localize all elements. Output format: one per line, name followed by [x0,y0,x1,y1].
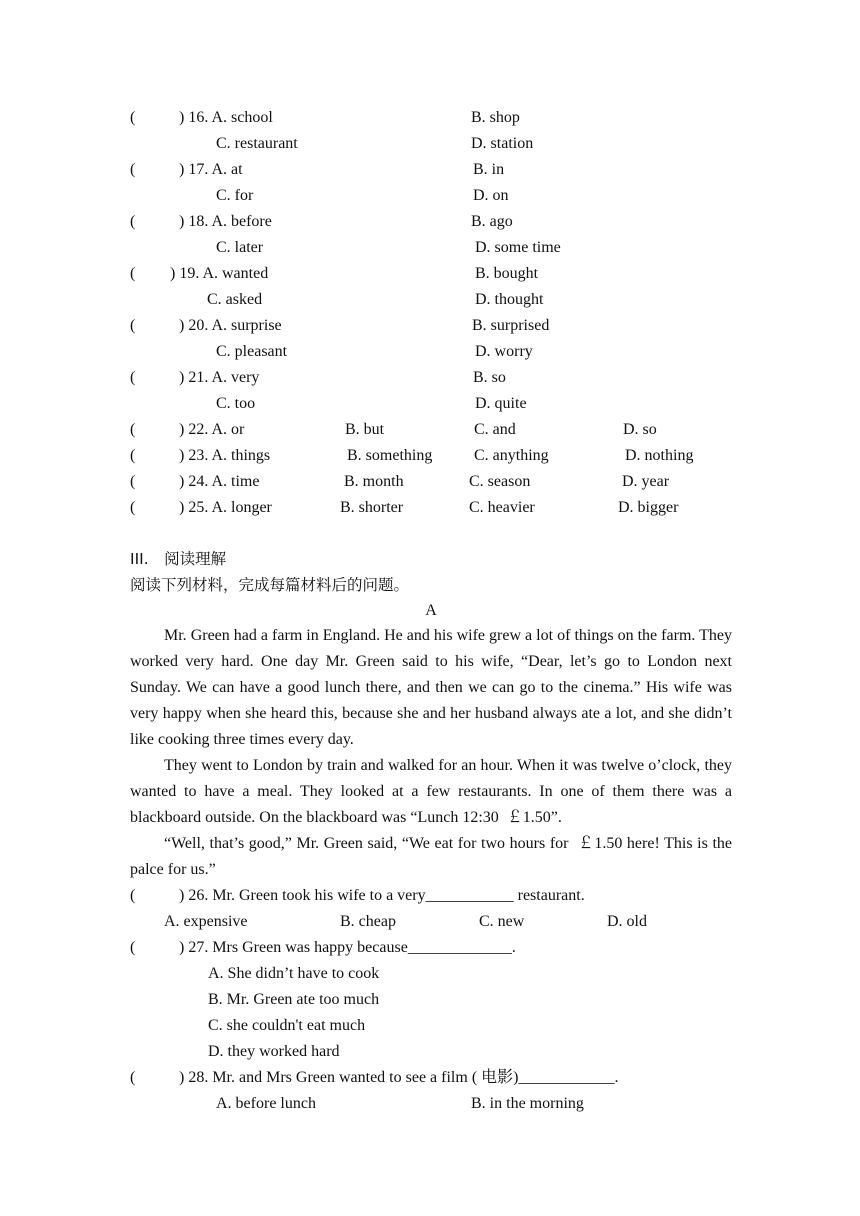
option-b: B. bought [475,265,539,282]
option-c: C. and [474,421,516,438]
question-stem: ) 26. Mr. Green took his wife to a very___________ restaurant. [179,887,585,904]
option-a: ) 24. A. time [179,473,260,490]
option-a: ) 23. A. things [179,447,271,464]
option-a: ) 17. A. at [179,161,243,178]
answer-paren: ( [130,887,136,904]
option-d: D. thought [475,291,544,308]
option-a: ) 20. A. surprise [179,317,282,334]
question-stem: ) 28. Mr. and Mrs Green wanted to see a film ( 电影)____________. [179,1069,619,1086]
passage-label: A [425,602,437,619]
option-b: B. cheap [340,913,396,930]
option-b: B. shorter [340,499,404,516]
option-b: B. Mr. Green ate too much [208,991,380,1008]
answer-paren: ( [130,499,136,516]
answer-paren: ( [130,265,136,282]
option-a: ) 19. A. wanted [170,265,269,282]
option-d: D. quite [475,395,527,412]
option-b: B. something [347,447,433,464]
answer-paren: ( [130,317,136,334]
option-a: ) 21. A. very [179,369,260,386]
option-a: A. She didn’t have to cook [208,965,380,982]
option-d: D. so [623,421,657,438]
option-a: ) 22. A. or [179,421,245,438]
option-d: D. worry [475,343,533,360]
answer-paren: ( [130,421,136,438]
option-b: B. surprised [472,317,550,334]
option-d: D. station [471,135,534,152]
answer-paren: ( [130,447,136,464]
option-b: B. shop [471,109,520,126]
option-c: C. later [216,239,264,256]
option-d: D. they worked hard [208,1043,340,1060]
passage-paragraph-3: “Well, that’s good,” Mr. Green said, “We eat for two hours for ￡1.50 here! This is the palce for us.” [130,835,732,878]
passage-paragraph-2: They went to London by train and walked for an hour. When it was twelve o’clock, they wanted to have a meal. They looked at a few restaurants. In one of them there was a blackboard outside. On the blackboard was “Lunch 12:30 ￡1.50”. [130,757,732,826]
answer-paren: ( [130,369,136,386]
passage-paragraph-1: Mr. Green had a farm in England. He and his wife grew a lot of things on the farm. They worked very hard. One day Mr. Green said to his wife, “Dear, let’s go to London next Sunday. We can have a good lunch there, and then we can go to the cinema.” His wife was very happy when she heard this, because she and her husband always ate a lot, and she didn’t like cooking three times every day. [130,627,732,748]
option-c: C. season [469,473,531,490]
option-c: C. asked [207,291,263,308]
answer-paren: ( [130,109,136,126]
option-b: B. in [473,161,505,178]
option-a: A. expensive [164,913,248,930]
option-b: B. so [473,369,506,386]
option-c: C. heavier [469,499,535,516]
option-c: C. too [216,395,256,412]
section-heading: III. 阅读理解 [130,550,227,568]
answer-paren: ( [130,939,136,956]
option-c: C. pleasant [216,343,288,360]
option-c: C. for [216,187,254,204]
option-b: B. month [344,473,404,490]
answer-paren: ( [130,161,136,178]
option-d: D. bigger [618,499,679,516]
option-a: A. before lunch [216,1095,316,1112]
option-a: ) 16. A. school [179,109,273,126]
answer-paren: ( [130,213,136,230]
answer-paren: ( [130,1069,136,1086]
option-b: B. but [345,421,385,438]
option-c: C. new [479,913,525,930]
option-d: D. on [473,187,509,204]
option-b: B. ago [471,213,513,230]
option-a: ) 18. A. before [179,213,272,230]
option-c: C. anything [474,447,549,464]
option-d: D. year [622,473,670,490]
option-b: B. in the morning [471,1095,584,1112]
option-a: ) 25. A. longer [179,499,272,516]
option-d: D. some time [475,239,561,256]
option-d: D. old [607,913,647,930]
option-c: C. restaurant [216,135,298,152]
answer-paren: ( [130,473,136,490]
section-instruction: 阅读下列材料，完成每篇材料后的问题。 [130,576,410,594]
question-stem: ) 27. Mrs Green was happy because_____________. [179,939,516,956]
option-c: C. she couldn't eat much [208,1017,366,1034]
option-d: D. nothing [625,447,694,464]
